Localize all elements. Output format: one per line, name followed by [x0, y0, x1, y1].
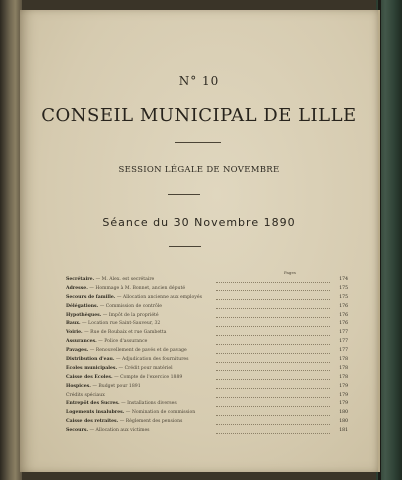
leader-dots: [216, 383, 330, 390]
divider: [168, 194, 200, 195]
toc-entry-subject: Hospices.: [66, 383, 91, 389]
toc-entry-description: — Rue de Roubaix et rue Gambetta: [82, 330, 167, 336]
leader-dots: [216, 312, 330, 319]
toc-entry-page: 176: [339, 312, 348, 318]
toc-entry: [66, 276, 348, 285]
toc-entry-page: 177: [339, 330, 348, 336]
toc-entry-description: — Budget pour 1891: [90, 383, 141, 389]
toc-entry-page: 179: [339, 392, 348, 398]
toc-entry-page: 178: [339, 357, 348, 363]
toc-entry-page: 175: [339, 285, 348, 291]
toc-entry-description: — Hommage à M. Bonnet, ancien député: [87, 285, 186, 291]
toc-entry-description: — Nomination de commission: [124, 410, 196, 416]
toc-entry-subject: Pavages.: [66, 348, 89, 354]
leader-dots: [216, 356, 330, 363]
toc-entry-page: 180: [339, 410, 348, 416]
toc-entry: [66, 312, 348, 321]
leader-dots: [216, 285, 330, 292]
toc-entry-subject: Caisse des retraites.: [66, 419, 119, 425]
toc-entry: [66, 320, 348, 329]
leader-dots: [216, 294, 330, 301]
toc-entry: [66, 392, 348, 401]
toc-entry-description: — Allocation aux victimes: [88, 428, 150, 434]
leader-dots: [216, 276, 330, 283]
page-title: CONSEIL MUNICIPAL DE LILLE: [41, 105, 357, 126]
toc-entry: [66, 427, 348, 436]
leader-dots: [216, 374, 330, 381]
divider: [175, 142, 221, 143]
toc-entry: [66, 294, 348, 303]
toc-entry-description: — Adjudication des fournitures: [114, 357, 189, 363]
toc-entry-subject: Délégations.: [66, 303, 99, 309]
leader-dots: [216, 427, 330, 434]
toc-entry: [66, 365, 348, 374]
toc-entry: [66, 338, 348, 347]
toc-entry-page: 177: [339, 339, 348, 345]
session-heading: SESSION LÉGALE DE NOVEMBRE: [118, 165, 280, 175]
toc-entry: [66, 329, 348, 338]
toc-entry-page: 175: [339, 294, 348, 300]
toc-entry: [66, 356, 348, 365]
leader-dots: [216, 320, 330, 327]
toc-entry: [66, 347, 348, 356]
toc-entry-subject: Secrétaire.: [66, 277, 95, 282]
book-binding: [0, 0, 22, 480]
toc-entry-subject: Voirie.: [66, 330, 83, 336]
table-of-contents: [66, 276, 348, 436]
toc-entry-subject: Hypothèques.: [66, 312, 102, 318]
toc-entry-page: 178: [339, 374, 348, 380]
toc-entry-page: 176: [339, 303, 348, 309]
toc-entry-description: — M. Alex. est secrétaire: [94, 277, 155, 282]
leader-dots: [216, 329, 330, 336]
toc-entry-page: 177: [339, 348, 348, 354]
toc-entry-description: — Commission de contrôle: [98, 303, 162, 309]
toc-entry-subject: Secours de famille.: [66, 294, 116, 300]
divider: [169, 246, 201, 247]
toc-entry-description: — Allocation ancienne aux employés: [115, 294, 202, 300]
toc-entry-page: 179: [339, 383, 348, 389]
seance-heading: Séance du 30 Novembre 1890: [102, 216, 296, 229]
toc-entry-description: — Impôt de la propriété: [101, 312, 159, 318]
toc-entry-description: — Location rue Saint-Sauveur, 32: [80, 321, 161, 327]
toc-entry: [66, 418, 348, 427]
toc-entry-subject: Caisse des Écoles.: [66, 374, 113, 380]
toc-entry-page: 176: [339, 321, 348, 327]
toc-entry-description: — Crédit pour matériel: [117, 365, 173, 371]
toc-entry-subject: Logements insalubres.: [66, 410, 125, 416]
toc-entry: [66, 383, 348, 392]
toc-entry: [66, 303, 348, 312]
toc-entry-description: — Règlement des pensions: [118, 419, 183, 425]
leader-dots: [216, 400, 330, 407]
toc-entry-subject: Écoles municipales.: [66, 365, 118, 371]
toc-entry: [66, 374, 348, 383]
toc-entry-description: — Installations diverses: [119, 401, 177, 407]
leader-dots: [216, 418, 330, 425]
toc-entry: [66, 400, 348, 409]
leader-dots: [216, 338, 330, 345]
toc-entry-subject: Adresse.: [66, 285, 88, 291]
toc-entry-description: — Compte de l'exercice 1889: [112, 374, 183, 380]
toc-entry: [66, 285, 348, 294]
toc-entry-page: 178: [339, 365, 348, 371]
toc-entry: [66, 409, 348, 418]
toc-entry-page: 181: [339, 428, 348, 434]
issue-number: N° 10: [178, 74, 220, 88]
toc-entry-subject: Assurances.: [66, 339, 97, 345]
toc-entry-subject: Baux.: [66, 321, 81, 327]
toc-entry-subject: Entrepôt des Sucres.: [66, 401, 120, 407]
leader-dots: [216, 409, 330, 416]
toc-entry-subject: Secours.: [66, 428, 89, 434]
toc-entry-subject: Distribution d'eau.: [66, 357, 115, 363]
pages-column-header: Pages: [284, 270, 296, 275]
toc-entry-description: Crédits spéciaux: [66, 392, 105, 398]
leader-dots: [216, 392, 330, 399]
leader-dots: [216, 347, 330, 354]
leader-dots: [216, 365, 330, 372]
toc-entry-description: — Police d'assurance: [96, 339, 148, 345]
toc-entry-page: 179: [339, 401, 348, 407]
toc-entry-page: 180: [339, 419, 348, 425]
document-page: [20, 10, 378, 472]
toc-entry-description: — Renouvellement de pavés et de pavage: [88, 348, 187, 354]
toc-entry-page: 174: [339, 277, 348, 282]
leader-dots: [216, 303, 330, 310]
